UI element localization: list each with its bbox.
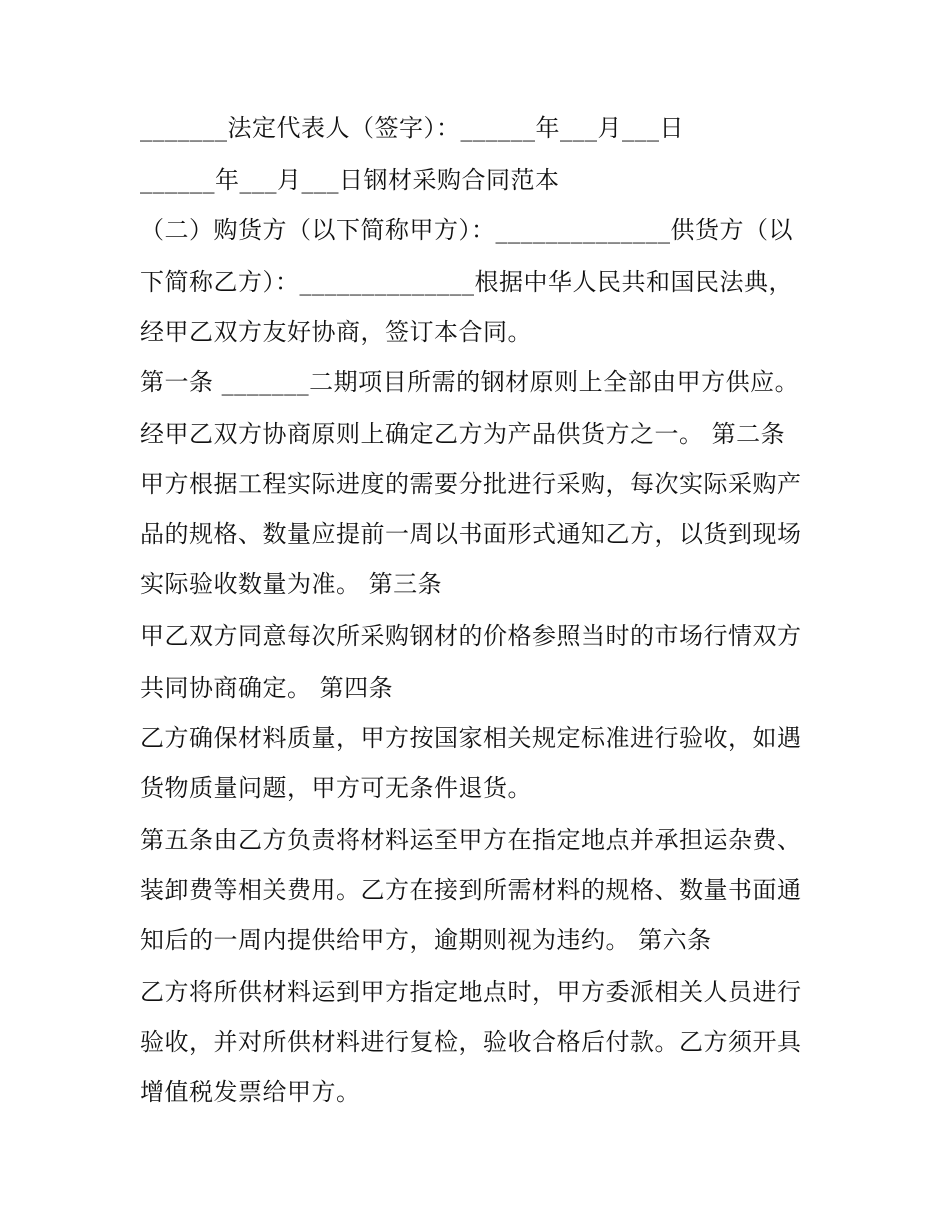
text-line-12: 共同协商确定。 第四条 [140,674,394,702]
text-line-17: 知后的一周内提供给甲方，逾期则视为违约。 第六条 [140,926,712,954]
text-line-4: 下简称乙方）：______________根据中华人民共和国民法典， [140,268,793,296]
text-line-9: 品的规格、数量应提前一周以书面形式通知乙方，以货到现场 [140,520,802,548]
text-line-7: 经甲乙双方协商原则上确定乙方为产品供货方之一。 第二条 [140,420,786,448]
text-line-3: （二）购货方（以下简称甲方）：______________供货方（以 [140,216,793,244]
text-line-8: 甲方根据工程实际进度的需要分批进行采购，每次实际采购产 [140,470,802,498]
text-line-1: _______法定代表人（签字）：______年___月___日 [140,114,684,142]
text-line-20: 增值税发票给甲方。 [140,1078,361,1106]
text-line-16: 装卸费等相关费用。乙方在接到所需材料的规格、数量书面通 [140,876,802,904]
text-line-5: 经甲乙双方友好协商，签订本合同。 [140,318,532,346]
text-line-15: 第五条由乙方负责将材料运至甲方在指定地点并承担运杂费、 [140,826,802,854]
text-line-11: 甲乙双方同意每次所采购钢材的价格参照当时的市场行情双方 [140,622,802,650]
text-line-14: 货物质量问题，甲方可无条件退货。 [140,774,532,802]
text-line-18: 乙方将所供材料运到甲方指定地点时，甲方委派相关人员进行 [140,978,802,1006]
text-line-2: ______年___月___日钢材采购合同范本 [140,166,560,194]
text-line-13: 乙方确保材料质量，甲方按国家相关规定标准进行验收，如遇 [140,724,802,752]
text-line-10: 实际验收数量为准。 第三条 [140,570,443,598]
text-line-6: 第一条 _______二期项目所需的钢材原则上全部由甲方供应。 [140,368,800,396]
text-line-19: 验收，并对所供材料进行复检，验收合格后付款。乙方须开具 [140,1028,802,1056]
